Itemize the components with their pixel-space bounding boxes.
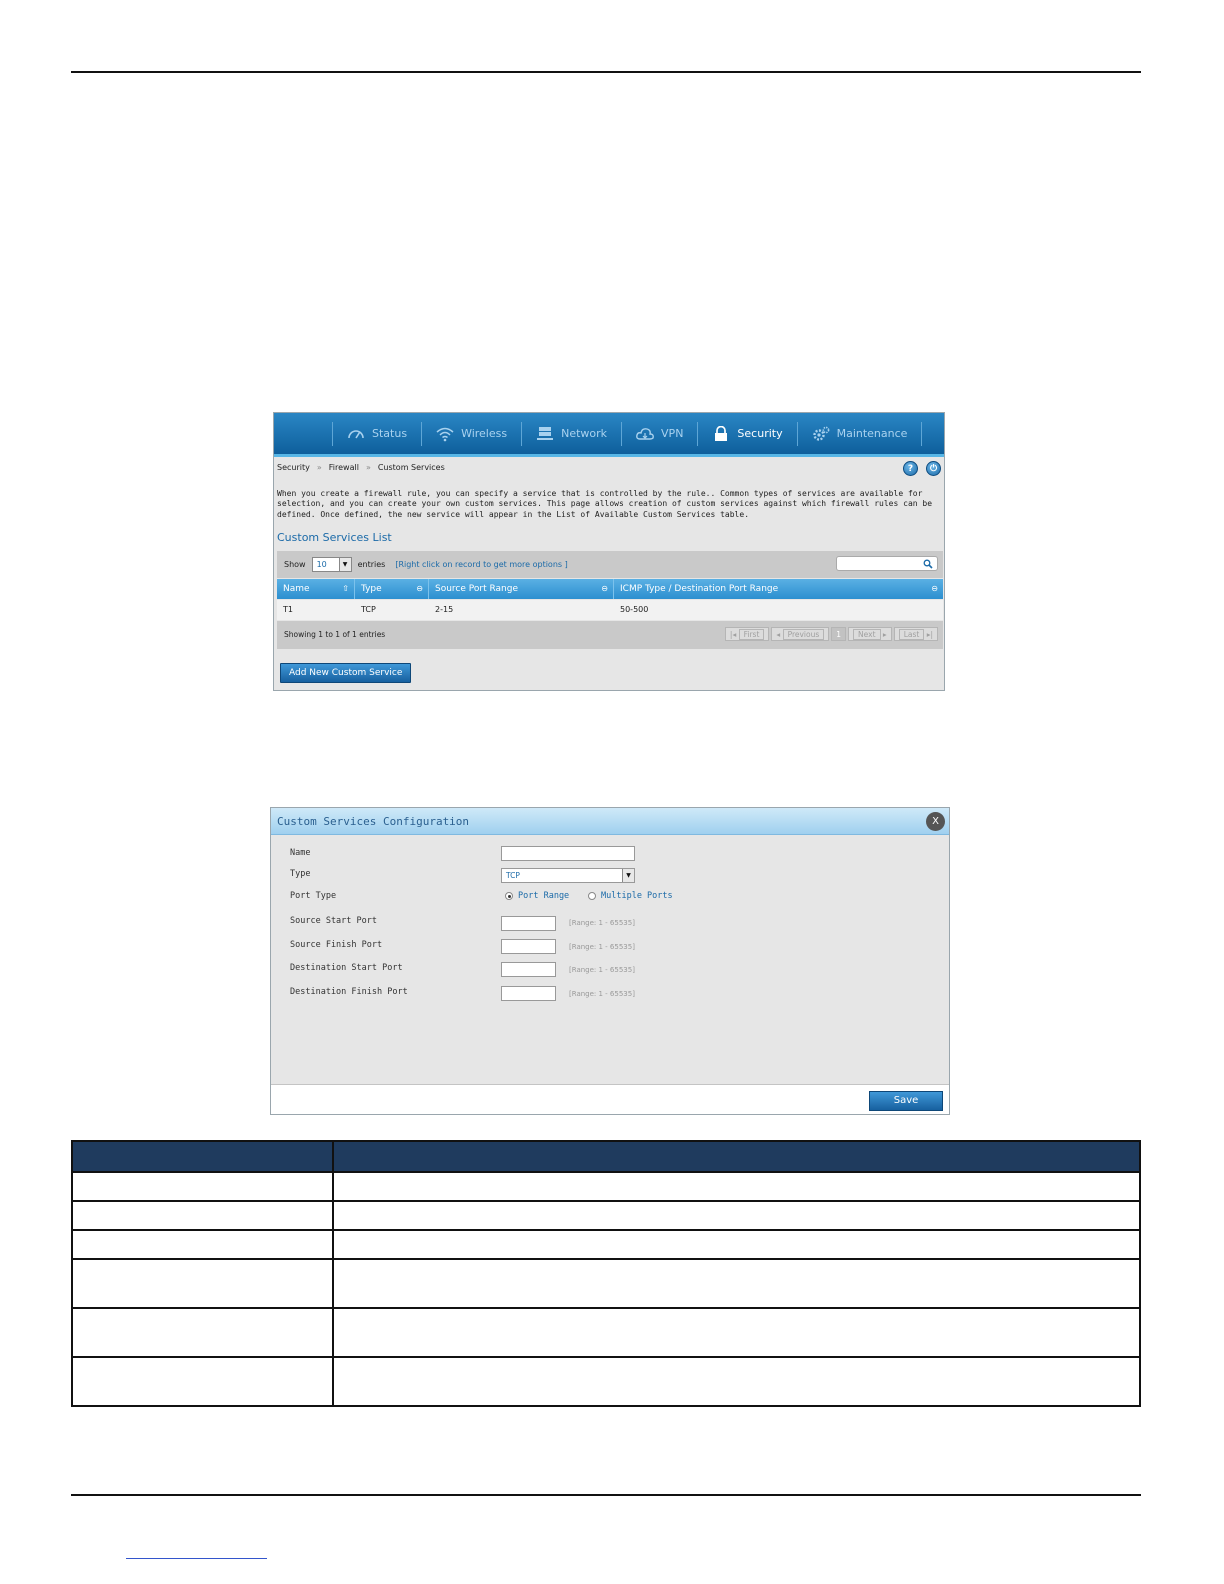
top-navigation [274,413,945,457]
breadcrumb-separator: » [365,463,371,472]
add-custom-service-button[interactable]: Add New Custom Service [280,663,411,683]
name-field[interactable] [501,846,635,861]
first-page-button[interactable]: |◂ First [725,627,769,641]
column-header-name[interactable]: Name ⇧ [277,579,355,599]
breadcrumb-item[interactable]: Security [277,463,310,472]
type-select[interactable]: TCP ▼ [501,868,635,883]
custom-services-list-screenshot [273,412,945,691]
breadcrumb-separator: » [316,463,322,472]
section-title: Custom Services List [277,531,392,544]
cell-dest-port-range: 50-500 [620,605,649,614]
sort-asc-icon: ⇧ [342,584,349,593]
custom-services-config-dialog [270,807,950,1115]
footer-rule [71,1494,1141,1496]
search-input[interactable] [836,556,938,571]
port-range-radio[interactable]: Port Range [505,891,569,901]
lock-icon [712,426,730,442]
logout-button[interactable]: ⏻ [926,461,941,476]
table-row [72,1201,1140,1230]
table-row [72,1230,1140,1259]
show-label: Show [284,560,306,569]
gauge-icon [347,426,365,442]
nav-vpn[interactable]: VPN [622,413,697,454]
parameter-table [71,1140,1141,1407]
source-finish-port-field[interactable] [501,939,556,954]
network-icon [536,426,554,442]
column-header-dest-port-range[interactable]: ICMP Type / Destination Port Range ⊖ [614,579,943,599]
footer-link[interactable] [126,1558,267,1559]
nav-network[interactable]: Network [522,413,621,454]
type-label: Type [290,869,311,879]
entries-summary: Showing 1 to 1 of 1 entries [284,630,386,639]
save-button[interactable]: Save [869,1091,943,1111]
help-button[interactable]: ? [903,461,918,476]
sort-icon: ⊖ [416,584,423,593]
dest-finish-port-field[interactable] [501,986,556,1001]
cell-name: T1 [283,605,293,614]
table-row [72,1259,1140,1308]
previous-page-button[interactable]: ◂ Previous [771,627,829,641]
pagination [725,627,938,641]
breadcrumb [277,463,445,472]
breadcrumb-item[interactable]: Firewall [328,463,359,472]
chevron-down-icon: ▼ [339,558,351,571]
table-footer [277,621,943,649]
dest-start-port-label: Destination Start Port [290,963,403,973]
list-toolbar [277,551,943,578]
range-hint: [Range: 1 - 65535] [569,966,635,974]
cell-source-port-range: 2-15 [435,605,454,614]
sort-icon: ⊖ [931,584,938,593]
cell-type: TCP [361,605,376,614]
table-row [72,1172,1140,1201]
dialog-title: Custom Services Configuration [271,808,949,835]
header-rule [71,71,1141,73]
column-header-type[interactable]: Type ⊖ [355,579,429,599]
right-click-hint: [Right click on record to get more options ] [395,560,568,569]
dialog-footer [271,1084,949,1115]
port-type-label: Port Type [290,891,337,901]
range-hint: [Range: 1 - 65535] [569,990,635,998]
source-start-port-field[interactable] [501,916,556,931]
nav-security[interactable]: Security [698,413,796,454]
nav-status[interactable]: Status [333,413,421,454]
last-page-button[interactable]: Last ▸| [894,627,938,641]
column-header-source-port-range[interactable]: Source Port Range ⊖ [429,579,614,599]
search-icon [923,559,933,569]
radio-selected-icon [505,892,513,900]
nav-wireless[interactable]: Wireless [422,413,521,454]
range-hint: [Range: 1 - 65535] [569,919,635,927]
sort-icon: ⊖ [601,584,608,593]
source-finish-port-label: Source Finish Port [290,940,383,950]
chevron-down-icon: ▼ [622,869,634,882]
dest-start-port-field[interactable] [501,962,556,977]
table-row [72,1308,1140,1357]
source-start-port-label: Source Start Port [290,916,377,926]
entries-per-page-select[interactable]: 10 ▼ [312,557,352,572]
table-header [277,579,943,599]
cloud-icon [636,426,654,442]
wifi-icon [436,426,454,442]
table-row [72,1357,1140,1406]
multiple-ports-radio[interactable]: Multiple Ports [588,891,673,901]
table-header-row [72,1141,1140,1172]
table-row[interactable] [277,600,943,620]
page-description: When you create a firewall rule, you can specify a service that is controlled by the rule.. Common types of services are available for selection, and you can create your own custom services. This page allows creation of custom services against which firewall rules can be defined. Once defined, the new service will appear in the List of Available Custom Services table. [277,489,933,519]
radio-unselected-icon [588,892,596,900]
close-button[interactable]: X [926,812,945,831]
entries-label: entries [357,560,386,569]
nav-maintenance[interactable]: Maintenance [798,413,922,454]
breadcrumb-item: Custom Services [377,463,445,472]
gears-icon [812,426,830,442]
range-hint: [Range: 1 - 65535] [569,943,635,951]
next-page-button[interactable]: Next ▸ [848,627,892,641]
dest-finish-port-label: Destination Finish Port [290,987,408,997]
name-label: Name [290,848,311,858]
current-page[interactable]: 1 [831,627,846,641]
